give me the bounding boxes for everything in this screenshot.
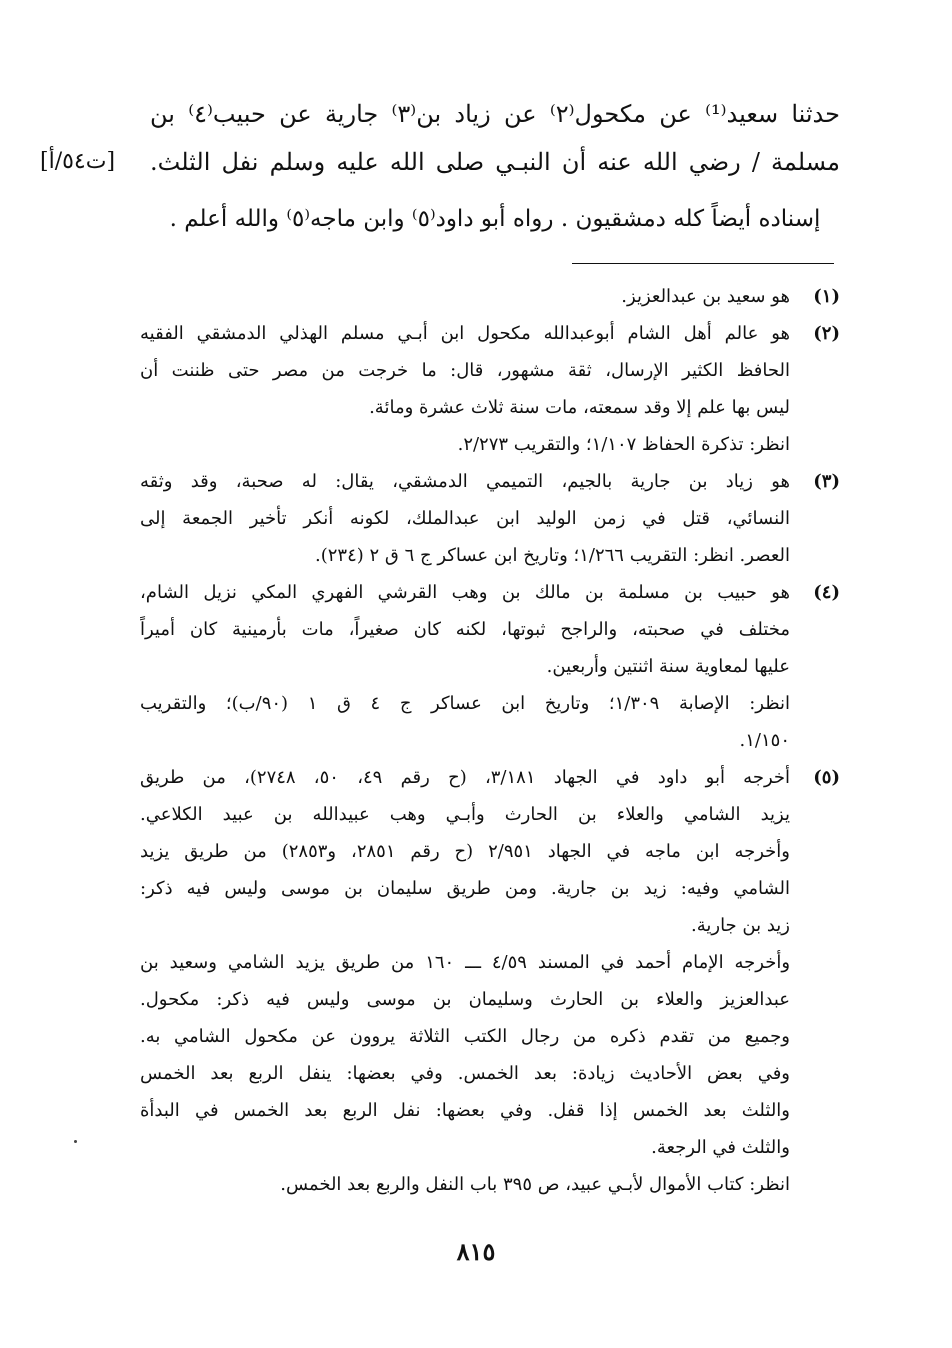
footnote-line: ليس بها علم إلا وقد سمعته، مات سنة ثلاث عشرة ومائة. [369,397,790,418]
footnote-number: (١) [813,286,840,307]
footnote-number: (٤) [813,582,840,603]
footnote-line: وأخرجه الإمام أحمد في المسند ٤/٥٩ ـــ ١٦٠ من طريق يزيد الشامي وسعيد بن [140,952,790,973]
footnote-line: الحافظ الكثير الإرسال، ثقة مشهور، قال: ما خرجت من مصر حتى ظننت أن [140,360,790,381]
footnote-line: وفي بعض الأحاديث زيادة: بعد الخمس. وفي بعضها: ينفل الربع بعد الخمس [140,1063,790,1084]
footnote-line: النسائي، قتل في زمن الوليد ابن عبدالملك، لكونه أنكر تأخير الجمعة إلى [140,508,790,529]
footnote-line: أخرجه أبو داود في الجهاد ٣/١٨١، (ح رقم ٤٩، ٥٠، ٢٧٤٨)، من طريق [140,767,790,788]
footnote-number: (٢) [813,323,840,344]
footnote-line: هو حبيب بن مسلمة بن مالك بن وهب القرشي الفهري المكي نزيل الشام، [140,582,790,603]
footnote-line: العصر. انظر: التقريب ١/٢٦٦؛ وتاريخ ابن عساكر ج ٦ ق ٢ (٢٣٤). [315,545,790,566]
footnote-1 [140,278,840,315]
footnote-line: انظر: تذكرة الحفاظ ١/١٠٧؛ والتقريب ٢/٢٧٣. [457,434,790,455]
footnote-line: عليها لمعاوية سنة اثنتين وأربعين. [546,656,790,677]
footnote-line: هو سعيد بن عبدالعزيز. [621,286,790,307]
footnote-line: وأخرجه ابن ماجه في الجهاد ٢/٩٥١ (ح رقم ٢٨٥١، و٢٨٥٣) من طريق يزيد [140,841,790,862]
page-number: ٨١٥ [456,1237,496,1266]
footnote-separator [572,263,834,264]
main-text-line-3: إسناده أيضاً كله دمشقيون . رواه أبو داود⁽٥⁾ وابن ماجه⁽٥⁾ والله أعلم . [169,206,821,232]
footnote-line: والثلث بعد الخمس إذا قفل. وفي بعضها: نفل الربع بعد الخمس في البدأة [140,1100,790,1121]
footnote-line: ١/١٥٠. [739,730,790,751]
footnote-line: والثلث في الرجعة. [651,1137,790,1158]
footnote-line: مختلف في صحبته، والراجح ثبوتها، لكنه كان صغيراً، مات بأرمينية كان أميراً [140,619,790,640]
footnote-number: (٥) [813,767,840,788]
footnote-line: عبدالعزيز والعلاء بن الحارث وسليمان بن موسى وليس فيه ذكر: مكحول. [140,989,790,1010]
footnote-2 [140,315,840,463]
manuscript-folio-reference: [ت٥٤/أ] [40,149,116,174]
main-text-block [150,90,840,186]
footnote-line: هو عالم أهل الشام أبوعبدالله مكحول ابن أبـي مسلم الهذلي الدمشقي الفقيه [140,323,790,344]
footnote-line: زيد بن جارية. [691,915,790,936]
footnote-number: (٣) [813,471,840,492]
footnote-line: الشامي وفيه: زيد بن جارية. ومن طريق سليمان بن موسى وليس فيه ذكر: [140,878,790,899]
footnote-line: هو زياد بن جارية بالجيم، التميمي الدمشقي، يقال: له صحبة، وقد وثقه [140,471,790,492]
footnote-line: يزيد الشامي والعلاء بن الحارث وأبـي وهب عبيدالله بن عبيد الكلاعي. [140,804,790,825]
footnote-4 [140,574,840,759]
footnote-line: انظر: الإصابة ١/٣٠٩؛ وتاريخ ابن عساكر ج ٤ ق ١ (٩٠/ب)؛ والتقريب [140,693,790,714]
footnote-5 [140,759,840,1203]
footnote-line: وجميع من تقدم ذكره من رجال الكتب الثلاثة يروون عن مكحول الشامي به. [140,1026,790,1047]
main-text-line-1: حدثنا سعيد⁽¹⁾ عن مكحول⁽٢⁾ عن زياد بن⁽٣⁾ جارية عن حبيب⁽٤⁾ بن [150,100,840,128]
speck-mark [74,1140,77,1143]
footnote-line: انظر: كتاب الأموال لأبـي عبيد، ص ٣٩٥ باب النفل والربع بعد الخمس. [280,1174,790,1195]
footnote-3 [140,463,840,574]
main-text-line-2: مسلمة / رضي الله عنه أن النبـي صلى الله عليه وسلم نفل الثلث. [150,148,840,176]
footnotes [140,278,840,1203]
